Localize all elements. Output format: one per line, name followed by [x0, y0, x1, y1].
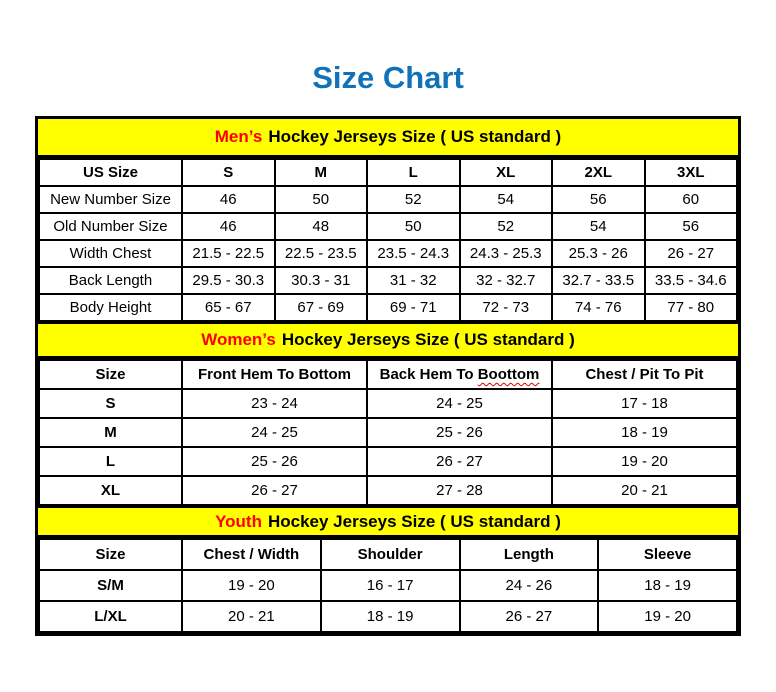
size-value-cell: 26 - 27: [645, 240, 738, 267]
size-value-cell: 19 - 20: [182, 570, 321, 601]
mens-banner-highlight: Men’s: [214, 127, 263, 146]
misspelled-word: Boottom: [477, 366, 540, 383]
size-value-cell: 16 - 17: [321, 570, 460, 601]
size-value-cell: 24.3 - 25.3: [460, 240, 553, 267]
row-label: Width Chest: [39, 240, 182, 267]
table-row: [39, 267, 737, 294]
column-header: Chest / Pit To Pit: [552, 360, 737, 389]
size-value-cell: 30.3 - 31: [275, 267, 368, 294]
womens-banner: [38, 322, 738, 359]
size-value-cell: 31 - 32: [367, 267, 460, 294]
size-value-cell: 50: [367, 213, 460, 240]
youth-banner-highlight: Youth: [215, 511, 262, 531]
size-value-cell: 27 - 28: [367, 476, 552, 505]
row-label: M: [39, 418, 182, 447]
table-row: [39, 186, 737, 213]
row-label: L/XL: [39, 601, 182, 632]
size-value-cell: 18 - 19: [598, 570, 737, 601]
size-value-cell: 25.3 - 26: [552, 240, 645, 267]
table-row: [39, 418, 737, 447]
table-row: [39, 389, 737, 418]
mens-section: [38, 119, 738, 322]
size-value-cell: 32.7 - 33.5: [552, 267, 645, 294]
column-header: L: [367, 159, 460, 186]
column-header: Sleeve: [598, 539, 737, 570]
column-header: XL: [460, 159, 553, 186]
header-row: [39, 360, 737, 389]
mens-banner-text: Hockey Jerseys Size ( US standard ): [268, 127, 562, 146]
row-label: XL: [39, 476, 182, 505]
size-value-cell: 22.5 - 23.5: [275, 240, 368, 267]
column-header: Chest / Width: [182, 539, 321, 570]
column-header: Back Hem To Boottom: [367, 360, 552, 389]
size-value-cell: 50: [275, 186, 368, 213]
size-value-cell: 26 - 27: [460, 601, 599, 632]
size-value-cell: 17 - 18: [552, 389, 737, 418]
size-value-cell: 24 - 26: [460, 570, 599, 601]
size-value-cell: 21.5 - 22.5: [182, 240, 275, 267]
womens-banner-highlight: Women’s: [201, 330, 276, 349]
row-label: Old Number Size: [39, 213, 182, 240]
column-header: Length: [460, 539, 599, 570]
column-header: Size: [39, 539, 182, 570]
size-value-cell: 46: [182, 213, 275, 240]
youth-size-table: [38, 538, 738, 633]
mens-banner: [38, 119, 738, 158]
table-row: [39, 447, 737, 476]
row-label: S: [39, 389, 182, 418]
size-value-cell: 72 - 73: [460, 294, 553, 321]
size-value-cell: 77 - 80: [645, 294, 738, 321]
womens-section: [38, 322, 738, 506]
size-value-cell: 20 - 21: [552, 476, 737, 505]
row-label: Body Height: [39, 294, 182, 321]
size-value-cell: 23.5 - 24.3: [367, 240, 460, 267]
size-value-cell: 24 - 25: [182, 418, 367, 447]
youth-section: [38, 506, 738, 633]
size-value-cell: 20 - 21: [182, 601, 321, 632]
table-row: [39, 240, 737, 267]
mens-size-table: [38, 158, 738, 322]
table-row: [39, 294, 737, 321]
size-value-cell: 24 - 25: [367, 389, 552, 418]
size-value-cell: 19 - 20: [598, 601, 737, 632]
table-row: [39, 476, 737, 505]
size-value-cell: 60: [645, 186, 738, 213]
size-value-cell: 33.5 - 34.6: [645, 267, 738, 294]
row-label: L: [39, 447, 182, 476]
size-value-cell: 74 - 76: [552, 294, 645, 321]
size-value-cell: 69 - 71: [367, 294, 460, 321]
size-value-cell: 23 - 24: [182, 389, 367, 418]
size-value-cell: 25 - 26: [182, 447, 367, 476]
column-header: US Size: [39, 159, 182, 186]
size-value-cell: 19 - 20: [552, 447, 737, 476]
youth-banner-text: Hockey Jerseys Size ( US standard ): [267, 511, 561, 531]
size-value-cell: 48: [275, 213, 368, 240]
page-title: Size Chart: [312, 60, 464, 95]
size-value-cell: 54: [460, 186, 553, 213]
size-value-cell: 25 - 26: [367, 418, 552, 447]
size-value-cell: 52: [460, 213, 553, 240]
column-header: 2XL: [552, 159, 645, 186]
size-value-cell: 52: [367, 186, 460, 213]
column-header: Front Hem To Bottom: [182, 360, 367, 389]
womens-size-table: [38, 359, 738, 506]
table-row: [39, 213, 737, 240]
size-value-cell: 32 - 32.7: [460, 267, 553, 294]
womens-banner-text: Hockey Jerseys Size ( US standard ): [281, 330, 575, 349]
column-header: Size: [39, 360, 182, 389]
header-row: [39, 539, 737, 570]
column-header: 3XL: [645, 159, 738, 186]
column-header: S: [182, 159, 275, 186]
table-row: [39, 570, 737, 601]
table-row: [39, 601, 737, 632]
size-value-cell: 65 - 67: [182, 294, 275, 321]
row-label: Back Length: [39, 267, 182, 294]
youth-banner: [38, 506, 738, 538]
size-value-cell: 67 - 69: [275, 294, 368, 321]
header-row: [39, 159, 737, 186]
row-label: New Number Size: [39, 186, 182, 213]
size-value-cell: 56: [552, 186, 645, 213]
size-value-cell: 26 - 27: [182, 476, 367, 505]
size-value-cell: 56: [645, 213, 738, 240]
size-value-cell: 18 - 19: [321, 601, 460, 632]
size-value-cell: 18 - 19: [552, 418, 737, 447]
size-value-cell: 26 - 27: [367, 447, 552, 476]
size-value-cell: 29.5 - 30.3: [182, 267, 275, 294]
size-chart-tables: [35, 116, 741, 636]
size-value-cell: 54: [552, 213, 645, 240]
column-header: M: [275, 159, 368, 186]
size-value-cell: 46: [182, 186, 275, 213]
column-header: Shoulder: [321, 539, 460, 570]
row-label: S/M: [39, 570, 182, 601]
